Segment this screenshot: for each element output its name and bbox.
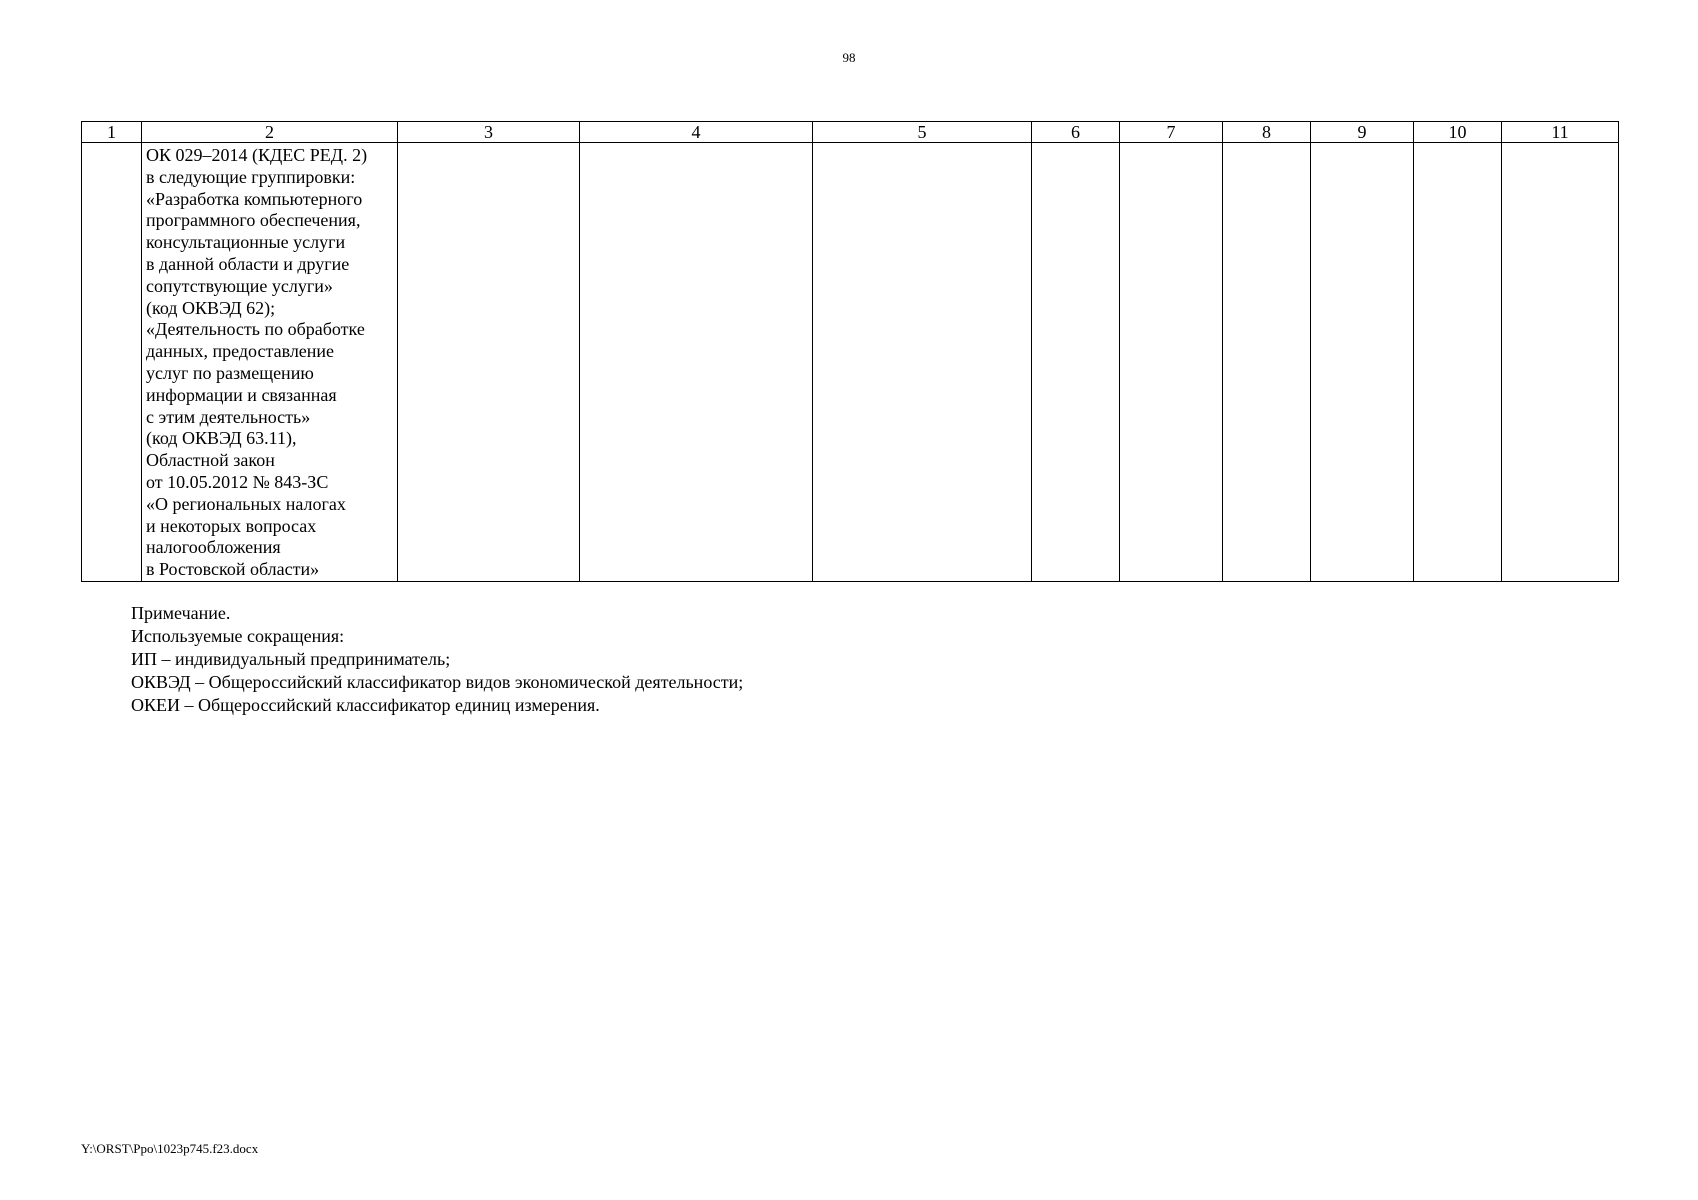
note-abbreviation: ОКЕИ – Общероссийский классификатор единиц измерения.: [131, 695, 600, 715]
column-header-2: 2: [142, 122, 398, 143]
cell-line: от 10.05.2012 № 843-ЗС: [146, 471, 329, 492]
cell-line: с этим деятельность»: [146, 406, 311, 427]
cell-line: сопутствующие услуги»: [146, 275, 333, 296]
column-header-8: 8: [1223, 122, 1311, 143]
column-header-11: 11: [1502, 122, 1619, 143]
cell-line: (код ОКВЭД 63.11),: [146, 428, 297, 449]
cell-line: консультационные услуги: [146, 232, 346, 253]
table-cell-col10: [1414, 143, 1502, 582]
note-abbreviation: ИП – индивидуальный предприниматель;: [131, 649, 451, 669]
table-cell-col6: [1032, 143, 1120, 582]
table-cell-col1: [82, 143, 142, 582]
cell-line: информации и связанная: [146, 384, 337, 405]
cell-line: Областной закон: [146, 450, 275, 471]
cell-line: «О региональных налогах: [146, 493, 346, 514]
table-cell-col7: [1120, 143, 1223, 582]
page-number: 98: [842, 50, 856, 65]
column-header-3: 3: [398, 122, 580, 143]
footer-file-path: Y:\ORST\Ppo\1023p745.f23.docx: [81, 1141, 259, 1156]
table-cell-col8: [1223, 143, 1311, 582]
cell-line: услуг по размещению: [146, 362, 314, 383]
table-header-row: [82, 122, 1619, 143]
cell-line: «Деятельность по обработке: [146, 319, 365, 340]
table-row: [82, 143, 1619, 582]
table-cell-col4: [580, 143, 813, 582]
cell-line: и некоторых вопросах: [146, 515, 317, 536]
note-title: Примечание.: [131, 603, 231, 623]
column-header-9: 9: [1311, 122, 1414, 143]
table-cell-col2: [142, 143, 398, 582]
cell-line: «Разработка компьютерного: [146, 188, 363, 209]
table-cell-col5: [813, 143, 1032, 582]
table-cell-col9: [1311, 143, 1414, 582]
data-table: [81, 121, 1619, 582]
table-cell-col11: [1502, 143, 1619, 582]
column-header-4: 4: [580, 122, 813, 143]
note-abbreviation: ОКВЭД – Общероссийский классификатор видов экономической деятельности;: [131, 672, 744, 692]
table-cell-col3: [398, 143, 580, 582]
note-block: [131, 602, 743, 717]
column-header-10: 10: [1414, 122, 1502, 143]
cell-line: программного обеспечения,: [146, 210, 361, 231]
cell-line: (код ОКВЭД 62);: [146, 297, 276, 318]
note-subtitle: Используемые сокращения:: [131, 626, 345, 646]
column-header-5: 5: [813, 122, 1032, 143]
column-header-6: 6: [1032, 122, 1120, 143]
cell-line: в следующие группировки:: [146, 166, 356, 187]
cell-line: в Ростовской области»: [146, 559, 320, 580]
cell-text-block: [142, 143, 397, 581]
cell-line: в данной области и другие: [146, 253, 350, 274]
cell-line: налогообложения: [146, 537, 281, 558]
column-header-7: 7: [1120, 122, 1223, 143]
cell-line: данных, предоставление: [146, 341, 335, 362]
cell-line: ОК 029–2014 (КДЕС РЕД. 2): [146, 145, 368, 165]
column-header-1: 1: [82, 122, 142, 143]
